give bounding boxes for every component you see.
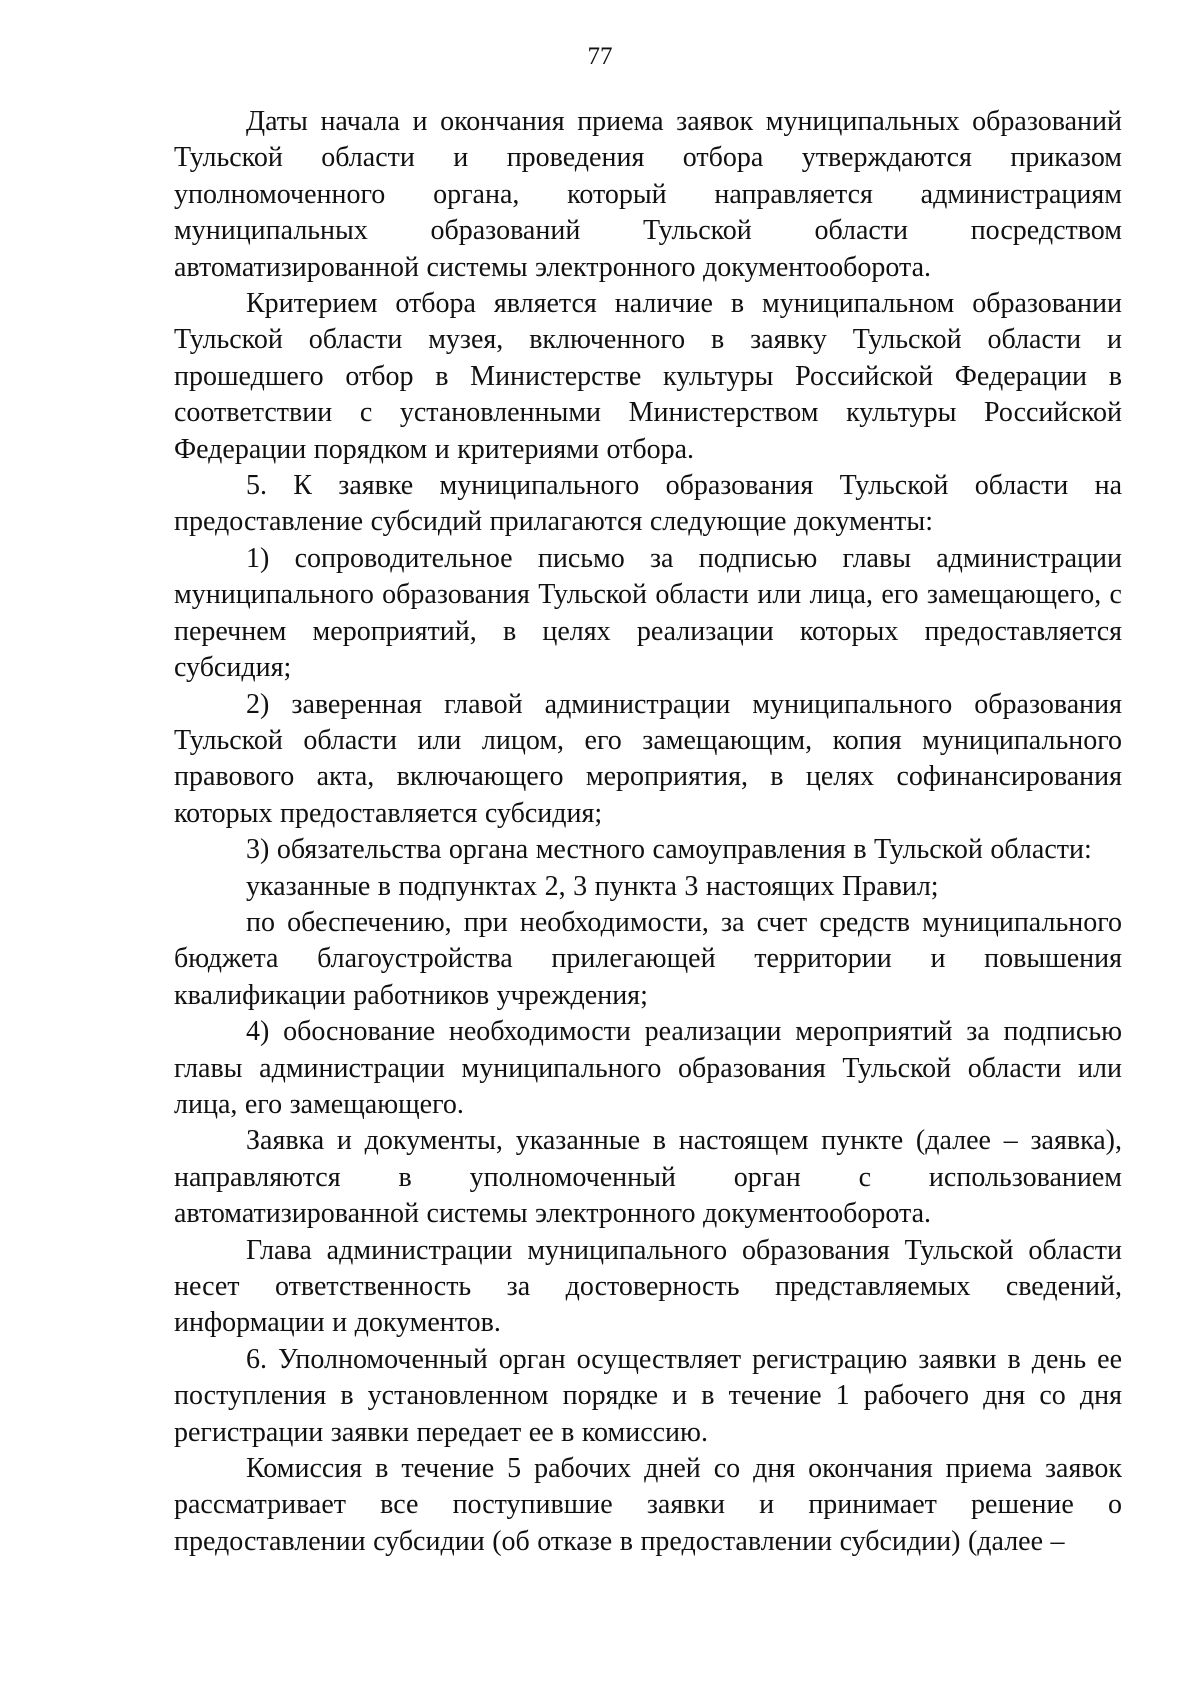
paragraph-item-6: 6. Уполномоченный орган осуществляет регистрацию заявки в день ее поступления в установленном порядке и в течение 1 рабочего дня со дня регистрации заявки передает ее в комиссию.: [174, 1343, 1122, 1448]
paragraph-item-5: 5. К заявке муниципального образования Тульской области на предоставление субсидий прилагаются следующие документы:: [174, 470, 1122, 538]
paragraph-application-dates: Даты начала и окончания приема заявок муниципальных образований Тульской области и проведения отбора утверждаются приказом уполномоченного органа, который направляется администрациям муниципальных образований Тульской области посредством автоматизированной системы электронного документооборота.: [174, 106, 1122, 283]
document-body: [174, 104, 1122, 1560]
paragraph-application-submission: Заявка и документы, указанные в настоящем пункте (далее – заявка), направляются в уполномоченный орган с использованием автоматизированной системы электронного документооборота.: [174, 1125, 1122, 1230]
page-number: 77: [587, 43, 613, 70]
paragraph-commission: Комиссия в течение 5 рабочих дней со дня окончания приема заявок рассматривает все поступившие заявки и принимает решение о предоставлении субсидии (об отказе в предоставлении субсидии) (далее –: [174, 1453, 1122, 1557]
paragraph-subitem-4: 4) обоснование необходимости реализации мероприятий за подписью главы администрации муниципального образования Тульской области или лица, его замещающего.: [174, 1016, 1122, 1120]
paragraph-selection-criterion: Критерием отбора является наличие в муниципальном образовании Тульской области музея, включенного в заявку Тульской области и прошедшего отбор в Министерстве культуры Российской Федерации в соответствии с установленными Министерством культуры Российской Федерации порядком и критериями отбора.: [174, 288, 1122, 465]
paragraph-subitem-1: 1) сопроводительное письмо за подписью главы администрации муниципального образования Тульской области или лица, его замещающего, с перечнем мероприятий, в целях реализации которых предоставляется субсидия;: [174, 542, 1122, 684]
paragraph-subitem-2: 2) заверенная главой администрации муниципального образования Тульской области или лицом, его замещающим, копия муниципального правового акта, включающего мероприятия, в целях софинансирования которых предоставляется субсидия;: [174, 688, 1122, 829]
paragraph-subitem-3-b: по обеспечению, при необходимости, за счет средств муниципального бюджета благоустройства прилегающей территории и повышения квалификации работников учреждения;: [174, 906, 1122, 1011]
paragraph-subitem-3: 3) обязательства органа местного самоуправления в Тульской области:: [246, 834, 1092, 866]
paragraph-responsibility: Глава администрации муниципального образования Тульской области несет ответственность за достоверность представляемых сведений, информации и документов.: [174, 1234, 1122, 1339]
paragraph-subitem-3-a: указанные в подпунктах 2, 3 пункта 3 настоящих Правил;: [246, 870, 939, 902]
